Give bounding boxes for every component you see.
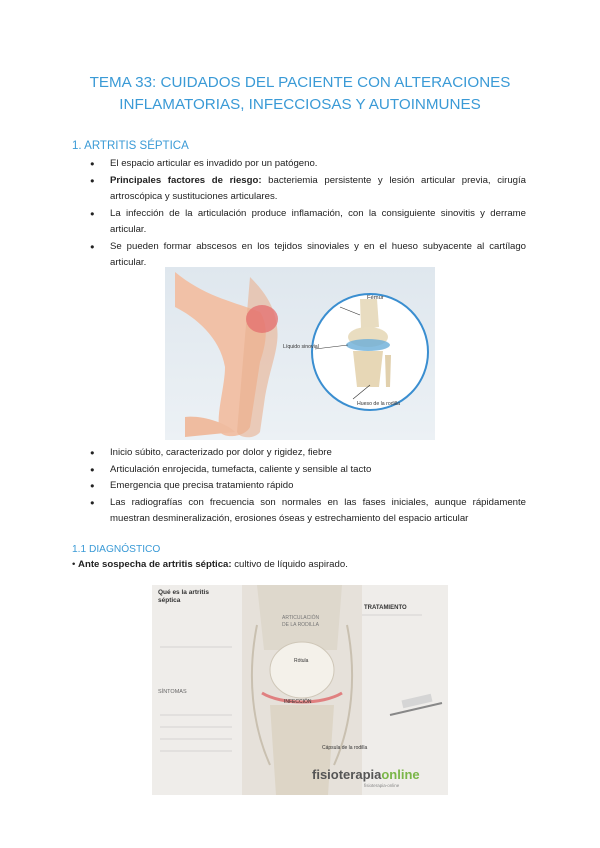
- infection-infographic: [152, 585, 448, 795]
- section-heading-diagnostico: 1.1 DIAGNÓSTICO: [72, 544, 161, 555]
- page-title-line-1: TEMA 33: CUIDADOS DEL PACIENTE CON ALTERACIONES: [89, 74, 511, 91]
- bullet-list-a: [92, 156, 526, 272]
- bullet-item: ● La infección de la articulación produce inflamación, con la consiguiente sinovitis y derrame articular.: [92, 206, 526, 239]
- knee-illustration-art: [165, 267, 435, 440]
- infographic-title-2: séptica: [158, 597, 181, 604]
- infographic-title-1: Qué es la artritis: [158, 589, 209, 596]
- treatment-heading: TRATAMIENTO: [364, 605, 407, 611]
- page-title-line-2: INFLAMATORIAS, INFECCIOSAS Y AUTOINMUNES: [119, 96, 481, 113]
- section-heading-artritis: 1. ARTRITIS SÉPTICA: [72, 140, 189, 152]
- bullet-list-b: [92, 445, 526, 528]
- diagnosis-line: • Ante sospecha de artritis séptica: cultivo de líquido aspirado.: [72, 559, 348, 570]
- knee-illustration: [165, 267, 435, 440]
- label-infeccion: INFECCIÓN: [284, 699, 312, 705]
- bullet-item: ● Las radiografías con frecuencia son normales en las fases iniciales, aunque rápidamente muestran desmineralización, erosiones óseas y estrechamiento del espacio articular: [92, 495, 526, 528]
- brand-subtitle: fisioterapia-online: [364, 783, 400, 788]
- label-capsula: Cápsula de la rodilla: [322, 745, 368, 751]
- bullet-item: ● Principales factores de riesgo: bacteriemia persistente y lesión articular previa, cirugía artroscópica y sustituciones articulares.: [92, 173, 526, 206]
- label-femur: Fémur: [367, 295, 384, 301]
- bullet-item: ● Articulación enrojecida, tumefacta, caliente y sensible al tacto: [92, 462, 526, 479]
- center-label-2: DE LA RODILLA: [282, 622, 319, 628]
- bullet-item: ● El espacio articular es invadido por un patógeno.: [92, 156, 526, 173]
- bullet-item: ● Emergencia que precisa tratamiento rápido: [92, 478, 526, 495]
- center-label-1: ARTICULACIÓN: [282, 615, 320, 621]
- label-synovial: Líquido sinovial: [283, 344, 319, 350]
- bullet-item: ● Se pueden formar abscesos en los tejidos sinoviales y en el hueso subyacente al cartílago articular.: [92, 239, 526, 272]
- bullet-item: ● Inicio súbito, caracterizado por dolor y rigidez, fiebre: [92, 445, 526, 462]
- label-rotula: Rótula: [294, 658, 309, 664]
- brand-logo: fisioterapiaonline: [312, 767, 420, 782]
- page-title: [60, 72, 540, 116]
- label-fibula: Hueso de la rodilla: [357, 401, 400, 407]
- symptoms-heading: SÍNTOMAS: [158, 689, 187, 695]
